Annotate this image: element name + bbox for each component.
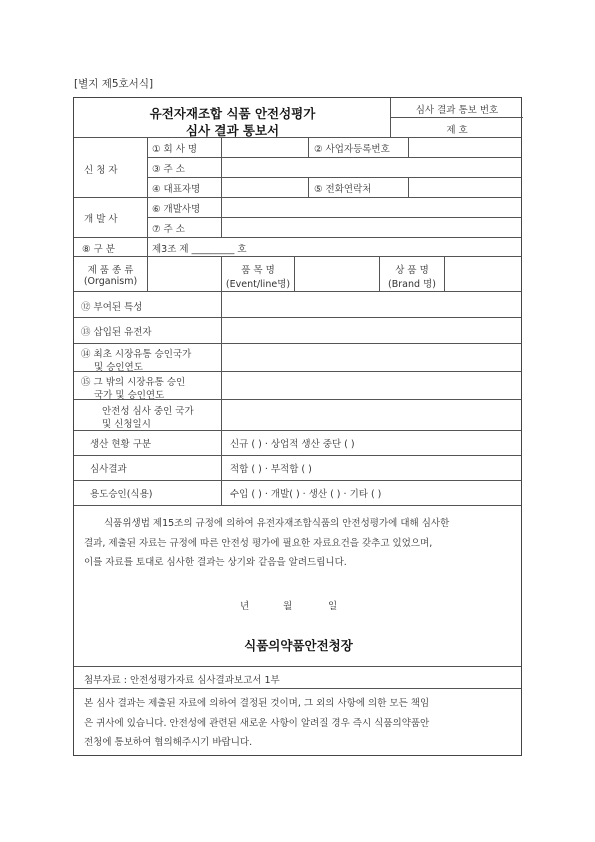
other-countries-label-2: 국가 및 승인연도: [94, 390, 165, 401]
use-approval-label: 용도승인(식용): [90, 489, 153, 500]
first-country-label-1: ⑭ 최초 시장유통 승인국가: [81, 349, 192, 360]
representative-field[interactable]: [222, 178, 308, 197]
event-line-sub-label: (Event/line명): [225, 279, 291, 290]
phone-label: ⑤ 전화연락처: [314, 184, 372, 195]
date-day: 일: [328, 601, 338, 612]
species-sub-label: (Organism): [83, 276, 138, 287]
other-countries-field[interactable]: [222, 372, 523, 399]
genes-label: ⑬ 삽입된 유전자: [81, 327, 152, 338]
brand-sub-label: (Brand 명): [388, 279, 436, 290]
business-number-field[interactable]: [409, 138, 523, 157]
company-name-field[interactable]: [222, 138, 308, 157]
use-approval-options[interactable]: 수입 ( ) · 개발( ) · 생산 ( ) · 기타 ( ): [230, 489, 382, 500]
brand-label: 상 품 명: [395, 265, 429, 276]
production-status-options[interactable]: 신규 ( ) · 상업적 생산 중단 ( ): [230, 439, 355, 450]
other-countries-label-1: ⑮ 그 밖의 시장유통 승인: [81, 377, 186, 388]
traits-label: ⑫ 부여된 특성: [81, 302, 143, 313]
applicant-address-field[interactable]: [222, 158, 523, 177]
phone-field[interactable]: [409, 178, 523, 197]
form-title-line1: 유전자재조합 식품 안전성평가: [149, 106, 316, 121]
review-result-options[interactable]: 적합 ( ) · 부적합 ( ): [230, 464, 312, 475]
responsibility-note-line1: 본 심사 결과는 제출된 자료에 의하여 결정된 것이며, 그 외의 사항에 의한 모든 책임: [84, 698, 430, 709]
statement-line3: 이를 자료를 토대로 심사한 결과는 상기와 같음을 알려드립니다.: [84, 557, 347, 568]
species-label: 제 품 종 류: [87, 265, 134, 276]
review-country-label-2: 및 신청일시: [102, 419, 151, 430]
statement-line1: 식품위생법 제15조의 규정에 의하여 유전자재조합식품의 안전성평가에 대해 심사한: [104, 518, 450, 529]
business-number-label: ② 사업자등록번호: [314, 144, 390, 155]
applicant-address-label: ③ 주 소: [152, 164, 185, 175]
review-result-label: 심사결과: [90, 464, 127, 475]
attachment-note: 첨부자료 : 안전성평가자료 심사결과보고서 1부: [84, 675, 280, 686]
first-country-label-2: 및 승인연도: [94, 362, 143, 373]
responsibility-note-line3: 전청에 통보하여 협의해주시기 바랍니다.: [84, 737, 253, 748]
developer-address-field[interactable]: [222, 218, 523, 237]
event-line-field[interactable]: [295, 257, 379, 291]
date-month: 월: [283, 601, 293, 612]
notice-number-label: 심사 결과 통보 번호: [415, 105, 499, 116]
brand-field[interactable]: [445, 257, 523, 291]
form-number-label: [별지 제5호서식]: [74, 78, 154, 90]
first-country-field[interactable]: [222, 344, 523, 371]
developer-name-label: ⑥ 개발사명: [152, 204, 201, 215]
company-name-label: ① 회 사 명: [152, 144, 198, 155]
event-line-label: 품 목 명: [241, 265, 275, 276]
date-year: 년: [240, 601, 250, 612]
responsibility-note-line2: 은 귀사에 있습니다. 안전성에 관련된 새로운 사항이 알려질 경우 즉시 식품의약품안: [84, 717, 430, 729]
notice-number-field[interactable]: 제 호: [446, 125, 468, 136]
developer-name-field[interactable]: [222, 198, 523, 217]
form-title-line2: 심사 결과 통보서: [185, 123, 280, 138]
statement-line2: 결과, 제출된 자료는 규정에 따른 안전성 평가에 필요한 자료요건을 갖추고 있었으며,: [84, 537, 433, 549]
production-status-label: 생산 현황 구분: [90, 439, 152, 450]
genes-field[interactable]: [222, 318, 523, 343]
issuing-agency: 식품의약품안전청장: [244, 638, 353, 653]
species-field[interactable]: [148, 257, 221, 291]
developer-label: 개 발 사: [84, 214, 118, 225]
category-field[interactable]: 제3조 제 _________ 호: [152, 244, 247, 255]
category-label: ⑧ 구 분: [82, 244, 115, 255]
review-country-field[interactable]: [222, 400, 523, 430]
review-country-label-1: 안전성 심사 중인 국가: [102, 406, 194, 417]
traits-field[interactable]: [222, 292, 523, 317]
developer-address-label: ⑦ 주 소: [152, 224, 185, 235]
representative-label: ④ 대표자명: [152, 184, 201, 195]
review-result-notice-form: [73, 97, 522, 756]
applicant-label: 신 청 자: [84, 165, 118, 176]
